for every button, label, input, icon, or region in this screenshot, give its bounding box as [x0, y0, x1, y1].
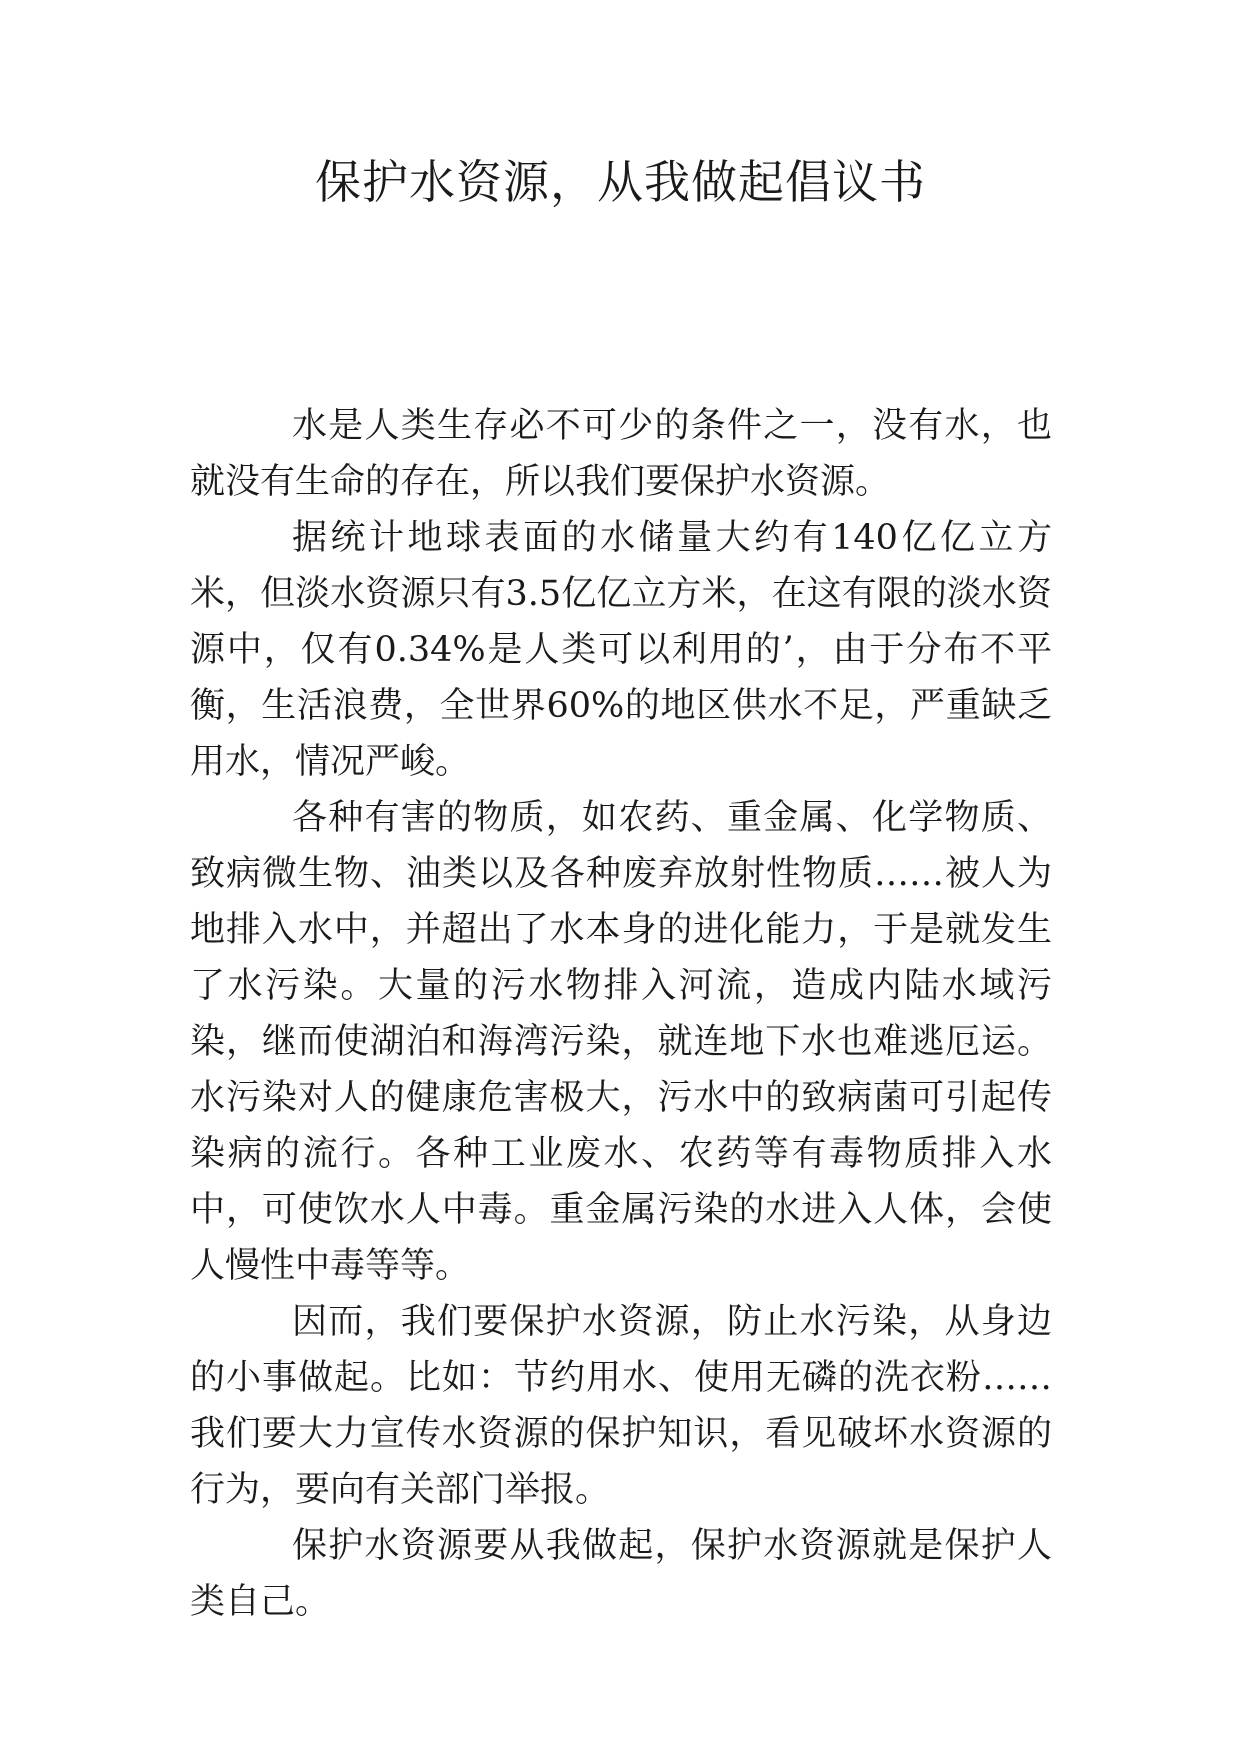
paragraph: 水是人类生存必不可少的条件之一，没有水，也就没有生命的存在，所以我们要保护水资源。 — [190, 406, 1052, 502]
document-title: 保护水资源，从我做起倡议书 — [315, 155, 926, 209]
paragraph: 因而，我们要保护水资源，防止水污染，从身边的小事做起。比如：节约用水、使用无磷的洗衣粉……我们要大力宣传水资源的保护知识，看见破坏水资源的行为，要向有关部门举报。 — [190, 1302, 1052, 1510]
document-body — [190, 398, 1052, 1630]
paragraph: 保护水资源要从我做起，保护水资源就是保护人类自己。 — [190, 1526, 1052, 1622]
paragraph: 据统计地球表面的水储量大约有140亿亿立方米，但淡水资源只有3.5亿亿立方米，在这有限的淡水资源中，仅有0.34%是人类可以利用的’，由于分布不平衡，生活浪费，全世界60%的地区供水不足，严重缺乏用水，情况严峻。 — [190, 518, 1052, 782]
paragraph: 各种有害的物质，如农药、重金属、化学物质、致病微生物、油类以及各种废弃放射性物质……被人为地排入水中，并超出了水本身的进化能力，于是就发生了水污染。大量的污水物排入河流，造成内陆水域污染，继而使湖泊和海湾污染，就连地下水也难逃厄运。水污染对人的健康危害极大，污水中的致病菌可引起传染病的流行。各种工业废水、农药等有毒物质排入水中，可使饮水人中毒。重金属污染的水进入人体，会使人慢性中毒等等。 — [190, 798, 1052, 1286]
